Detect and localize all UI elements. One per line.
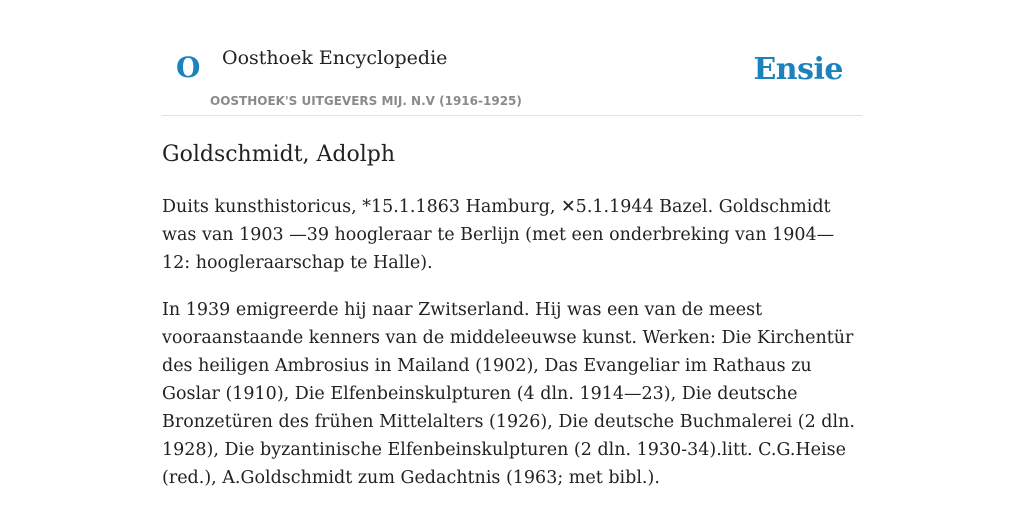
article-title: Goldschmidt, Adolph: [162, 142, 396, 167]
encyclopedia-logo[interactable]: O: [176, 51, 201, 84]
site-title[interactable]: Oosthoek Encyclopedie: [222, 47, 448, 69]
content-container: [162, 0, 862, 492]
article-paragraph: In 1939 emigreerde hij naar Zwitserland. Hij was een van de meest vooraanstaande kenners van de middeleeuwse kunst. Werken: Die Kirchentür des heiligen Ambrosius in Mailand (1902), Das Evangeliar im Rathaus zu Goslar (1910), Die Elfenbeinskulpturen (4 dln. 1914—23), Die deutsche Bronzetüren des frühen Mittelalters (1926), Die deutsche Buchmalerei (2 dln. 1928), Die byzantinische Elfenbeinskulpturen (2 dln. 1930-34).litt. C.G.Heise (red.), A.Goldschmidt zum Gedachtnis (1963; met bibl.).: [162, 300, 855, 488]
publisher-label: OOSTHOEK'S UITGEVERS MIJ. N.V (1916-1925): [210, 94, 522, 108]
site-header: [162, 0, 862, 116]
article-paragraph: Duits kunsthistoricus, *15.1.1863 Hamburg, ✕5.1.1944 Bazel. Goldschmidt was van 1903 —39 hoogleraar te Berlijn (met een onderbreking van 1904—12: hoogleraarschap te Halle).: [162, 197, 835, 273]
ensie-brand-link[interactable]: Ensie: [753, 52, 843, 87]
